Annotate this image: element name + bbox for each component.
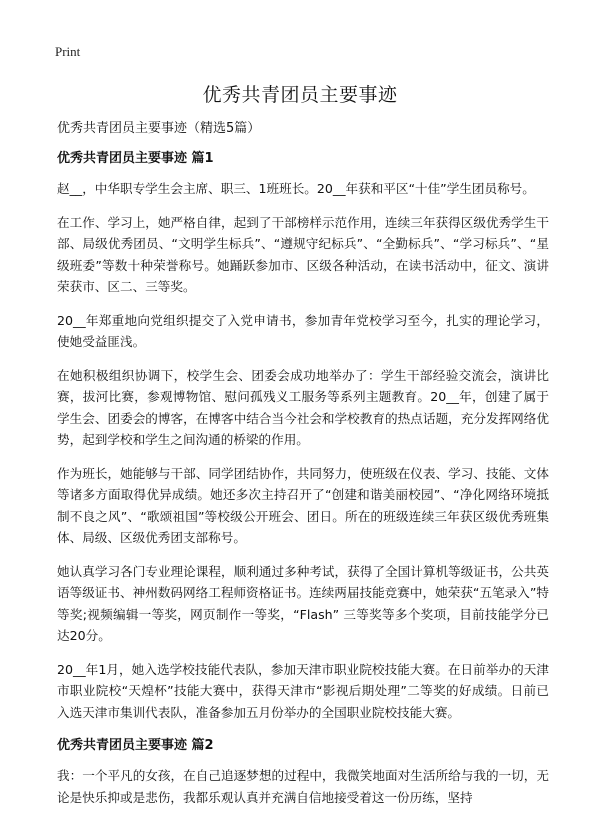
paragraph: 在工作、学习上，她严格自律，起到了干部榜样示范作用，连续三年获得区级优秀学生干部、局级优秀团员、“文明学生标兵”、“遵规守纪标兵”、“全勤标兵”、“学习标兵”、“星级班委”等数十种荣誉称号。她踊跃参加市、区级各种活动，在读书活动中，征文、演讲荣获市、区二、三等奖。 [57, 214, 549, 294]
paragraph: 她认真学习各门专业理论课程，顺利通过多种考试，获得了全国计算机等级证书，公共英语等级证书、神州数码网络工程师资格证书。连续两届技能竞赛中，她荣获“五笔录入”特等奖;视频编辑一等奖，网页制作一等奖，“Flash” 三等奖等多个奖项，目前技能学分已达20分。 [57, 563, 549, 643]
paragraph: 作为班长，她能够与干部、同学团结协作，共同努力，使班级在仪表、学习、技能、文体等诸多方面取得优异成绩。她还多次主持召开了“创建和谐美丽校园”、“净化网络环境抵制不良之风”、“歌颂祖国”等校级公开班会、团日。所在的班级连续三年获区级优秀班集体、局级、区级优秀团支部称号。 [57, 465, 549, 545]
document-title: 优秀共青团员主要事迹 [202, 84, 398, 106]
document-body [57, 118, 549, 820]
print-link[interactable]: Print [55, 44, 81, 59]
document-subtitle: 优秀共青团员主要事迹（精选5篇） [57, 121, 261, 136]
paragraph: 20__年郑重地向党组织提交了入党申请书，参加青年党校学习至今，扎实的理论学习，使她受益匪浅。 [57, 312, 549, 349]
paragraph: 赵__，中华职专学生会主席、职三、1班班长。20__年获和平区“十佳”学生团员称号。 [57, 181, 535, 196]
section-heading: 优秀共青团员主要事迹 篇2 [57, 738, 214, 753]
section-heading: 优秀共青团员主要事迹 篇1 [57, 151, 214, 166]
paragraph: 20__年1月，她入选学校技能代表队，参加天津市职业院校技能大赛。在日前举办的天津市职业院校“天煌杯”技能大赛中，获得天津市“影视后期处理”二等奖的好成绩。日前已入选天津市集训代表队，准备参加五月份举办的全国职业院校技能大赛。 [57, 661, 549, 720]
section-1 [57, 148, 549, 723]
paragraph: 在她积极组织协调下，校学生会、团委会成功地举办了：学生干部经验交流会，演讲比赛，拔河比赛，参观博物馆、慰问孤残义工服务等系列主题教育。20__年，创建了属于学生会、团委会的博客，在博客中结合当今社会和学校教育的热点话题，充分发挥网络优势，起到学校和学生之间沟通的桥梁的作用。 [57, 367, 549, 447]
section-2 [57, 735, 549, 808]
paragraph: 我：一个平凡的女孩，在自己追逐梦想的过程中，我微笑地面对生活所给与我的一切，无论是快乐抑或是悲伤，我都乐观认真并充满自信地接受着这一份历练，坚持 [57, 768, 549, 805]
